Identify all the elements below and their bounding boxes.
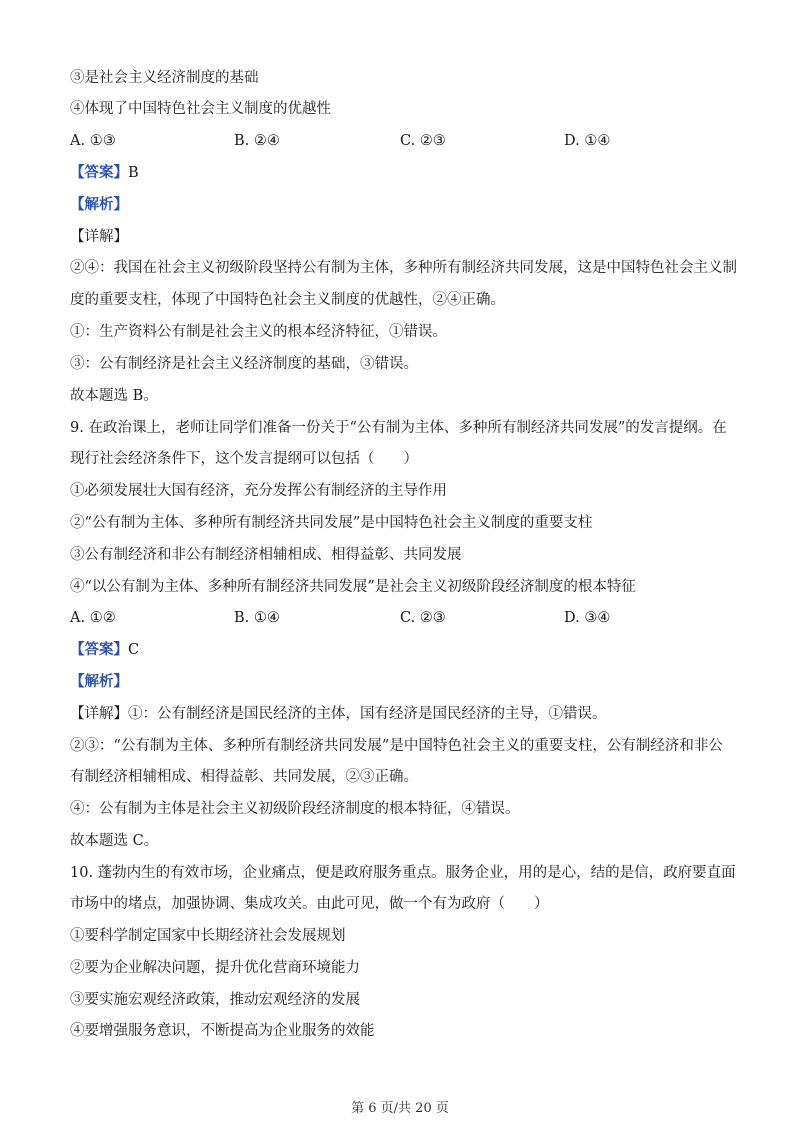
q8-analysis-label: 【解析】 (70, 196, 128, 213)
q9-explanation-3: ④：公有制为主体是社会主义初级阶段经济制度的根本特征，④错误。 (70, 801, 520, 817)
q9-choice-c: C. ②③ (400, 610, 446, 626)
q9-conclusion: 故本题选 C。 (70, 833, 159, 849)
q9-choice-d: D. ③④ (564, 610, 611, 626)
q8-detail-label: 【详解】 (70, 229, 128, 245)
detail-label: 【详解】 (70, 706, 128, 722)
answer-label: 【答案】 (70, 641, 128, 658)
answer-label: 【答案】 (70, 164, 128, 181)
q8-answer-value: B (128, 165, 139, 181)
q8-explanation-1b: 度的重要支柱，体现了中国特色社会主义制度的优越性，②④正确。 (70, 292, 505, 308)
q9-explanation-2b: 有制经济相辅相成、相得益彰、共同发展，②③正确。 (70, 769, 418, 785)
q10-stem-line-1: 10. 蓬勃内生的有效市场，企业痛点，便是政府服务重点。服务企业，用的是心，结的是信，政府要直面 (70, 865, 736, 881)
q8-option-4: ④体现了中国特色社会主义制度的优越性 (70, 101, 331, 117)
q9-option-3: ③公有制经济和非公有制经济相辅相成、相得益彰、共同发展 (70, 547, 462, 563)
page-number-footer: 第 6 页/共 20 页 (351, 1101, 449, 1116)
q9-explanation-1: ①：公有制经济是国民经济的主体，国有经济是国民经济的主导，①错误。 (128, 706, 607, 722)
q8-explanation-3: ③：公有制经济是社会主义经济制度的基础，③错误。 (70, 356, 418, 372)
q9-explanation-2a: ②③：“公有制为主体、多种所有制经济共同发展”是中国特色社会主义的重要支柱，公有制经济和非公 (70, 738, 723, 754)
q9-choice-b: B. ①④ (234, 610, 280, 626)
q9-answer-value: C (128, 642, 140, 658)
q9-choice-a: A. ①② (70, 610, 116, 626)
q8-choice-b: B. ②④ (234, 133, 280, 149)
q8-choice-a: A. ①③ (70, 133, 116, 149)
q10-option-4: ④要增强服务意识，不断提高为企业服务的效能 (70, 1023, 375, 1039)
q10-option-2: ②要为企业解决问题，提升优化营商环境能力 (70, 960, 360, 976)
q9-option-2: ②“公有制为主体、多种所有制经济共同发展”是中国特色社会主义制度的重要支柱 (70, 515, 593, 531)
q9-detail-row (70, 704, 607, 724)
q9-option-1: ①必须发展壮大国有经济，充分发挥公有制经济的主导作用 (70, 483, 447, 499)
q8-explanation-2: ①：生产资料公有制是社会主义的根本经济特征，①错误。 (70, 324, 447, 340)
q8-answer-row (70, 163, 139, 183)
q8-explanation-1a: ②④：我国在社会主义初级阶段坚持公有制为主体，多种所有制经济共同发展，这是中国特色社会主义制 (70, 260, 737, 276)
q9-stem-line-2: 现行社会经济条件下，这个发言提纲可以包括（ ） (70, 451, 418, 467)
q10-option-1: ①要科学制定国家中长期经济社会发展规划 (70, 928, 346, 944)
q8-option-3: ③是社会主义经济制度的基础 (70, 70, 259, 86)
q9-stem-line-1: 9. 在政治课上，老师让同学们准备一份关于“公有制为主体、多种所有制经济共同发展”的发言提纲。在 (70, 420, 727, 436)
q8-choice-c: C. ②③ (400, 133, 446, 149)
q9-analysis-label: 【解析】 (70, 673, 128, 690)
q8-choice-d: D. ①④ (564, 133, 611, 149)
q8-conclusion: 故本题选 B。 (70, 388, 158, 404)
q9-option-4: ④“以公有制为主体、多种所有制经济共同发展”是社会主义初级阶段经济制度的根本特征 (70, 579, 636, 595)
q9-answer-row (70, 640, 139, 660)
q10-option-3: ③要实施宏观经济政策，推动宏观经济的发展 (70, 992, 360, 1008)
q10-stem-line-2: 市场中的堵点，加强协调、集成攻关。由此可见，做一个有为政府（ ） (70, 896, 549, 912)
